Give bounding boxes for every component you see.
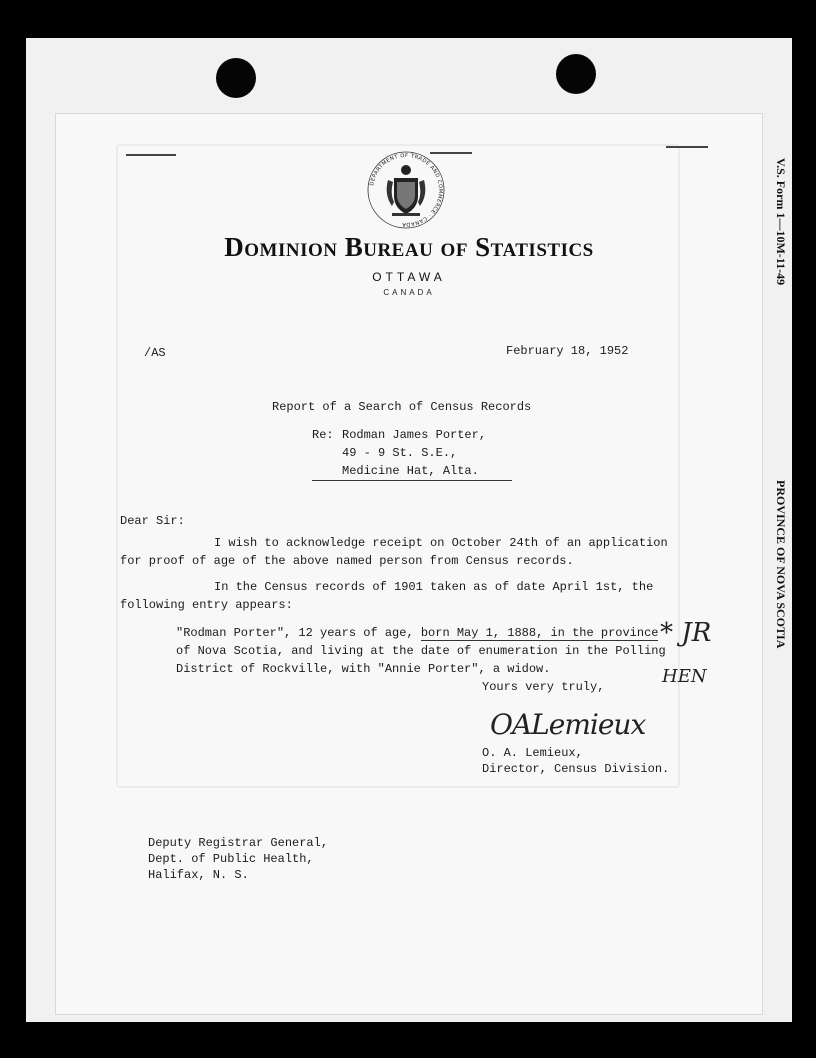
- re-label: Re:: [312, 428, 334, 442]
- letterhead-country: CANADA: [383, 288, 435, 297]
- entry-line3: District of Rockville, with "Annie Porter", a widow.: [176, 662, 551, 676]
- letter-page: [56, 114, 762, 1014]
- paragraph2-line2: following entry appears:: [120, 598, 293, 612]
- signatory-title: Director, Census Division.: [482, 762, 670, 776]
- form-number: V.S. Form 1—10M-11-49: [774, 158, 788, 286]
- recipient-line3: Halifax, N. S.: [148, 868, 249, 882]
- recipient-line1: Deputy Registrar General,: [148, 836, 329, 850]
- staple-mark-left: [126, 154, 176, 156]
- punch-hole-left: [216, 58, 256, 98]
- paragraph1-line2: for proof of age of the above named person from Census records.: [120, 554, 574, 568]
- reference-code: /AS: [144, 346, 166, 360]
- closing: Yours very truly,: [482, 680, 605, 694]
- punch-hole-right: [556, 54, 596, 94]
- letterhead-city: OTTAWA: [372, 270, 446, 284]
- paragraph1-line1: I wish to acknowledge receipt on October 24th of an application: [214, 536, 668, 550]
- signature: OALemieux: [490, 708, 646, 741]
- re-street: 49 - 9 St. S.E.,: [342, 446, 458, 460]
- entry-underlined-birth: born May 1, 1888, in the province: [420, 626, 659, 640]
- salutation: Dear Sir:: [120, 514, 185, 528]
- staple-mark-right: [666, 146, 708, 148]
- handwritten-initials: * JR: [660, 618, 712, 648]
- re-city: Medicine Hat, Alta.: [312, 462, 512, 481]
- handwritten-mark: HEN: [662, 666, 707, 687]
- coat-of-arms-seal: [366, 150, 446, 230]
- svg-text:DEPARTMENT OF TRADE AND COMMER: DEPARTMENT OF TRADE AND COMMERCE · CANADA: [369, 152, 444, 228]
- letter-date: February 18, 1952: [506, 344, 629, 358]
- recipient-line2: Dept. of Public Health,: [148, 852, 314, 866]
- bureau-title: Dominion Bureau of Statistics: [224, 232, 594, 262]
- signatory-name: O. A. Lemieux,: [482, 746, 583, 760]
- re-name: Rodman James Porter,: [342, 428, 487, 442]
- entry-line2: of Nova Scotia, and living at the date of enumeration in the Polling: [176, 644, 666, 658]
- subject-line: Report of a Search of Census Records: [272, 400, 532, 414]
- entry-line1: [176, 624, 658, 642]
- province-label: PROVINCE OF NOVA SCOTIA: [774, 480, 788, 649]
- paragraph2-line1: In the Census records of 1901 taken as of date April 1st, the: [214, 580, 654, 594]
- entry-line1-prefix: "Rodman Porter", 12 years of age,: [176, 626, 421, 640]
